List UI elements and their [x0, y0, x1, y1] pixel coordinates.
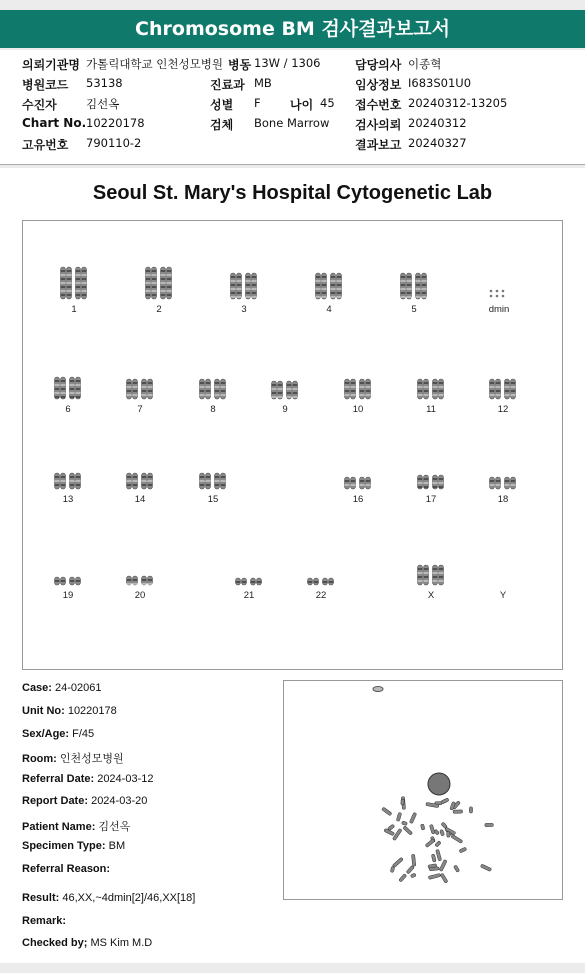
report-date-label: 결과보고: [355, 138, 402, 152]
chromosome-label: 21: [243, 590, 255, 601]
chromosome-pair: [255, 361, 315, 415]
metaphase-chromosome: [403, 826, 413, 835]
report-page: [0, 168, 585, 963]
case-detail-value: 46,XX,~4dmin[2]/46,XX[18]: [59, 892, 196, 904]
karyotype-panel: [22, 220, 563, 670]
hospital-code-label: 병원코드: [22, 78, 69, 92]
case-detail-row: [22, 915, 66, 927]
ward-label: 병동: [228, 58, 252, 72]
chromosome-image: [229, 547, 269, 587]
chromosome-image: [483, 547, 523, 587]
metaphase-chromosome: [436, 849, 442, 861]
chromosome-image: [338, 451, 378, 491]
case-detail-value: 인천성모병원: [56, 753, 124, 765]
chromosome-label: 13: [62, 494, 74, 505]
chromosome-image: [120, 361, 160, 401]
case-detail-value: 24-02061: [51, 682, 102, 694]
metaphase-chromosome: [469, 807, 472, 813]
case-detail-row: [22, 863, 110, 875]
chromosome-image: [479, 261, 519, 301]
metaphase-chromosome: [480, 864, 491, 872]
hospital-code-value: 53138: [86, 76, 123, 90]
metaphase-chromosome: [440, 873, 448, 883]
chromosome-pair: [291, 547, 351, 601]
metaphase-chromosome: [429, 867, 439, 871]
doctor-label: 담당의사: [355, 58, 402, 72]
patient-value: 김선옥: [86, 97, 120, 111]
chromosome-pair: [110, 451, 170, 505]
doctor-value: 이종혁: [408, 57, 442, 71]
chromosome-image: [193, 451, 233, 491]
case-detail-row: [22, 795, 147, 807]
case-detail-value: 김선옥: [95, 821, 131, 833]
chromosome-label: X: [427, 590, 435, 601]
lab-title: Seoul St. Mary's Hospital Cytogenetic Lab: [92, 182, 493, 204]
chart-value: 10220178: [86, 116, 145, 130]
chromosome-label: 5: [411, 304, 417, 315]
chromosome-label: 3: [241, 304, 247, 315]
chromosome-pair: [328, 361, 388, 415]
case-detail-label: Result:: [22, 892, 60, 904]
clinical-info-label: 임상정보: [355, 78, 402, 92]
chromosome-label: 10: [352, 404, 364, 415]
chromosome-pair: [183, 451, 243, 505]
metaphase-chromosome: [459, 847, 467, 853]
case-detail-row: [22, 892, 195, 904]
case-detail-value: MS Kim M.D: [87, 937, 153, 949]
report-date-value: 20240327: [408, 136, 467, 150]
chromosome-pair: [469, 261, 529, 315]
metaphase-chromosome: [451, 834, 463, 843]
unique-label: 고유번호: [22, 138, 69, 152]
chromosome-pair: [129, 261, 189, 315]
metaphase-chromosome: [453, 865, 459, 873]
metaphase-chromosome: [392, 857, 403, 868]
department-label: 진료과: [210, 78, 245, 92]
interphase-nucleus: [428, 773, 450, 795]
case-detail-label: Patient Name:: [22, 821, 96, 833]
metaphase-chromosome: [396, 812, 401, 821]
chromosome-pair: [110, 547, 170, 601]
metaphase-spread-graphic: [284, 681, 562, 899]
metaphase-chromosome: [401, 821, 407, 826]
chromosome-pair: [401, 451, 461, 505]
case-detail-label: Sex/Age:: [22, 728, 70, 740]
specimen-label: 검체: [210, 118, 234, 132]
metaphase-chromosome: [387, 824, 394, 831]
case-detail-label: Referral Date:: [22, 773, 95, 785]
chromosome-pair: [473, 547, 533, 601]
ward-value: 13W / 1306: [254, 56, 321, 70]
metaphase-chromosome: [390, 866, 394, 872]
chromosome-label: 1: [71, 304, 77, 315]
case-detail-label: Report Date:: [22, 795, 89, 807]
chromosome-pair: [328, 451, 388, 505]
case-detail-label: Referral Reason:: [22, 863, 111, 875]
receipt-value: 20240312-13205: [408, 96, 508, 110]
institution-value: 가톨릭대학교 인천성모병원: [86, 57, 223, 71]
sex-label: 성별: [210, 98, 234, 112]
metaphase-chromosome: [429, 824, 435, 834]
chromosome-label: 6: [65, 404, 71, 415]
chromosome-pair: [183, 361, 243, 415]
metaphase-chromosome: [447, 831, 450, 837]
chromosome-label: 8: [210, 404, 216, 415]
chromosome-pair: [219, 547, 279, 601]
age-value: 45: [320, 96, 335, 110]
metaphase-chromosome: [428, 873, 441, 879]
case-detail-label: Remark:: [22, 915, 67, 927]
case-detail-label: Specimen Type:: [22, 840, 106, 852]
debris-fragment: [373, 687, 383, 692]
metaphase-chromosome: [485, 823, 494, 826]
chromosome-label: 17: [425, 494, 437, 505]
chromosome-label: 11: [426, 404, 436, 415]
metaphase-chromosome: [406, 865, 414, 874]
chromosome-image: [193, 361, 233, 401]
chromosome-pair: [38, 547, 98, 601]
metaphase-chromosome: [425, 839, 435, 848]
case-detail-row: [22, 728, 94, 740]
chromosome-image: [411, 547, 451, 587]
chromosome-image: [411, 451, 451, 491]
chromosome-pair: [473, 451, 533, 505]
chromosome-image: [120, 451, 160, 491]
metaphase-chromosome: [401, 799, 405, 805]
unique-value: 790110-2: [86, 136, 142, 150]
chromosome-image: [48, 451, 88, 491]
case-detail-row: [22, 840, 125, 852]
clinical-info-value: I683S01U0: [408, 76, 472, 90]
case-detail-label: Unit No:: [22, 705, 65, 717]
specimen-value: Bone Marrow: [254, 116, 330, 130]
metaphase-chromosome: [381, 807, 392, 816]
case-detail-value: 10220178: [64, 705, 117, 717]
chromosome-pair: [473, 361, 533, 415]
chromosome-pair: [299, 261, 359, 315]
case-detail-row: [22, 705, 117, 717]
request-label: 검사의뢰: [355, 118, 402, 132]
metaphase-chromosome: [410, 873, 416, 878]
chromosome-image: [120, 547, 160, 587]
request-value: 20240312: [408, 116, 467, 130]
chromosome-image: [48, 361, 88, 401]
chromosome-label: 12: [497, 404, 509, 415]
chromosome-label: 19: [62, 590, 74, 601]
report-title: Chromosome BM 검사결과보고서: [0, 10, 585, 48]
case-detail-row: [22, 937, 152, 949]
metaphase-chromosome: [440, 829, 445, 836]
chromosome-label: 2: [156, 304, 162, 315]
metaphase-chromosome: [431, 854, 436, 862]
chromosome-image: [265, 361, 305, 401]
case-detail-label: Case:: [22, 682, 52, 694]
metaphase-chromosome: [439, 859, 447, 871]
chromosome-image: [483, 361, 523, 401]
case-detail-value: F/45: [69, 728, 95, 740]
department-value: MB: [254, 76, 272, 90]
case-detail-row: [22, 773, 153, 785]
chromosome-image: [48, 547, 88, 587]
chromosome-pair: [401, 361, 461, 415]
metaphase-chromosome: [421, 824, 425, 830]
chromosome-label: 9: [282, 404, 288, 415]
case-detail-label: Room:: [22, 753, 57, 765]
case-detail-value: 2024-03-12: [94, 773, 154, 785]
chromosome-image: [54, 261, 94, 301]
chromosome-label: 16: [352, 494, 364, 505]
chromosome-image: [483, 451, 523, 491]
patient-info-panel: [0, 50, 585, 165]
chromosome-image: [411, 361, 451, 401]
chromosome-pair: [401, 547, 461, 601]
chromosome-label: 15: [207, 494, 219, 505]
chromosome-label: 4: [326, 304, 332, 315]
chart-label: Chart No.: [22, 116, 87, 130]
case-detail-row: [22, 682, 102, 694]
chromosome-pair: [110, 361, 170, 415]
chromosome-pair: [214, 261, 274, 315]
age-label: 나이: [290, 98, 314, 112]
chromosome-pair: [38, 361, 98, 415]
chromosome-label: 14: [134, 494, 146, 505]
chromosome-image: [301, 547, 341, 587]
chromosome-pair: [44, 261, 104, 315]
chromosome-label: Y: [499, 590, 507, 601]
case-detail-value: 2024-03-20: [88, 795, 148, 807]
chromosome-image: [224, 261, 264, 301]
chromosome-label: 20: [134, 590, 146, 601]
chromosome-image: [309, 261, 349, 301]
chromosome-image: [338, 361, 378, 401]
case-detail-label: Checked by;: [22, 937, 88, 949]
chromosome-image: [394, 261, 434, 301]
metaphase-image: [283, 680, 563, 900]
chromosome-pair: [38, 451, 98, 505]
case-detail-row: [22, 750, 124, 766]
metaphase-chromosome: [409, 812, 416, 823]
metaphase-chromosome: [399, 874, 407, 883]
chromosome-label: dmin: [488, 304, 510, 315]
case-detail-value: BM: [105, 840, 126, 852]
metaphase-chromosome: [411, 854, 415, 866]
chromosome-label: 18: [497, 494, 509, 505]
case-detail-row: [22, 818, 130, 834]
chromosome-label: 7: [137, 404, 143, 415]
chromosome-label: 22: [315, 590, 327, 601]
metaphase-chromosome: [453, 810, 463, 814]
receipt-label: 접수번호: [355, 98, 402, 112]
metaphase-chromosome: [435, 841, 441, 847]
patient-label: 수진자: [22, 98, 57, 112]
sex-value: F: [254, 96, 261, 110]
institution-label: 의뢰기관명: [22, 58, 80, 72]
chromosome-image: [139, 261, 179, 301]
chromosome-pair: [384, 261, 444, 315]
